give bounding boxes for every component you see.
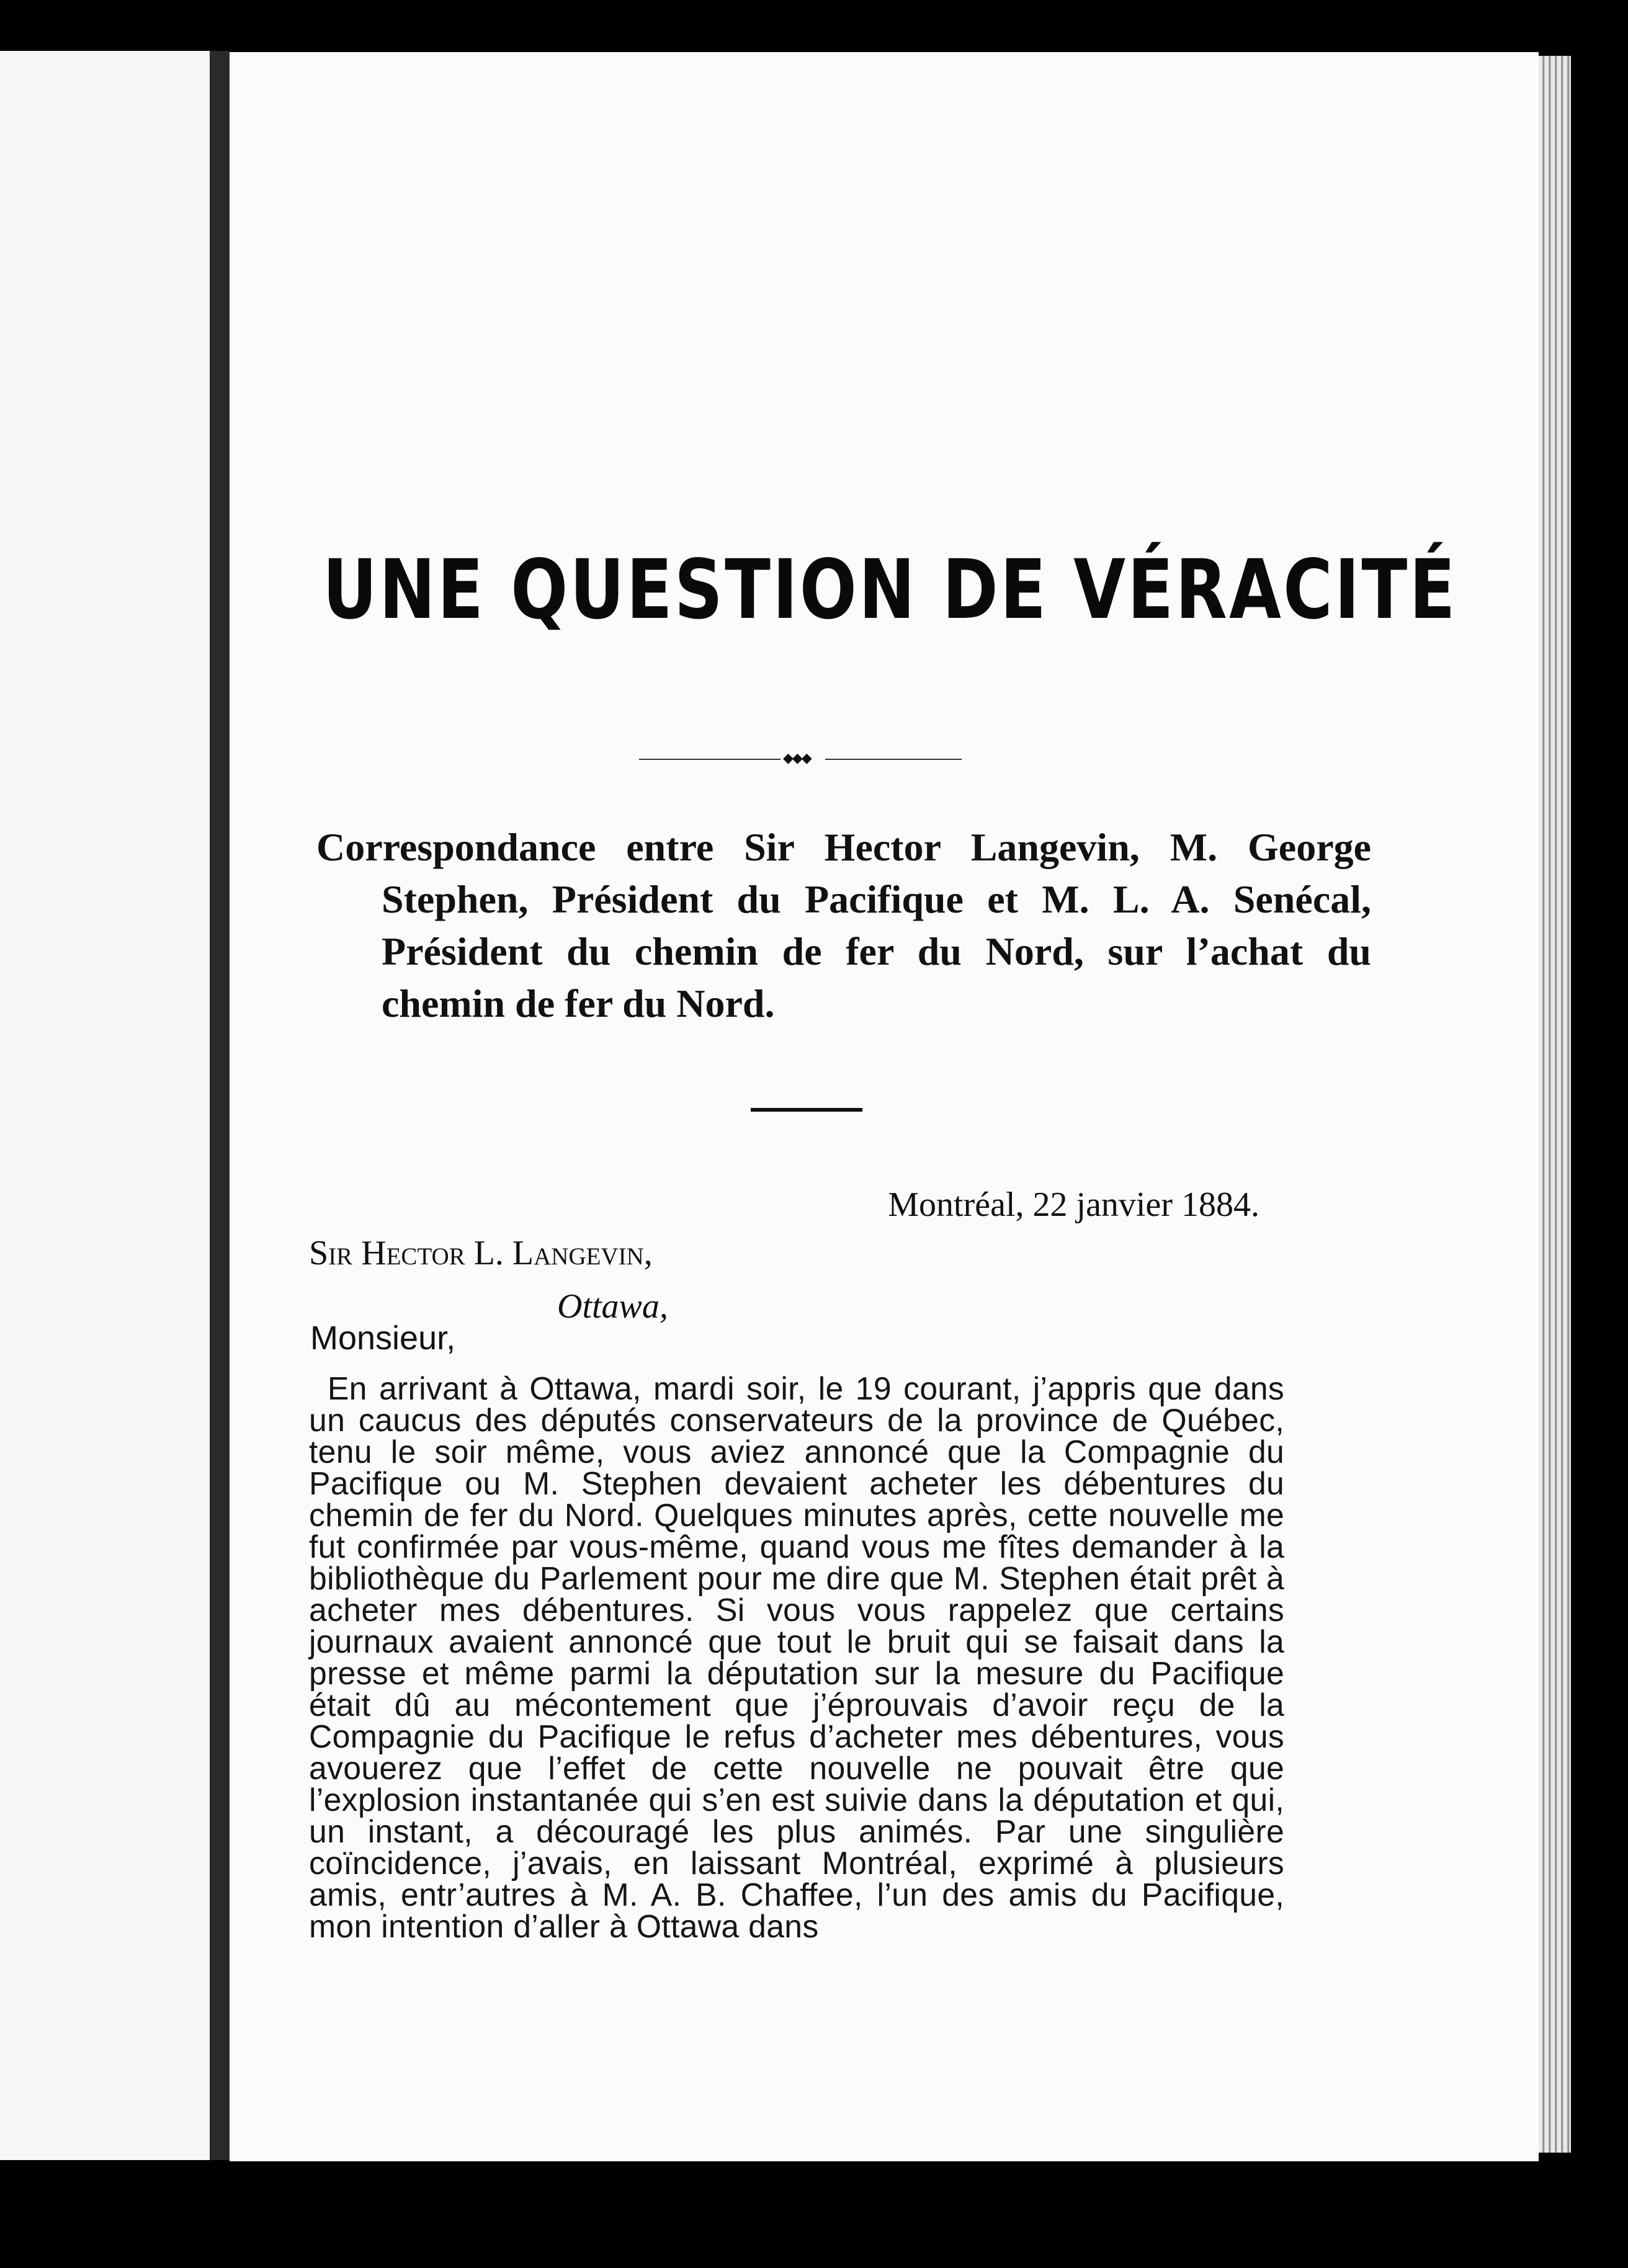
facing-page <box>0 51 210 2160</box>
document-subtitle <box>316 821 1371 1030</box>
document-page <box>230 52 1539 2161</box>
ornament-line-left <box>639 759 780 760</box>
title-ornament <box>639 750 962 766</box>
ornament-line-right <box>825 759 962 760</box>
subtitle-text: Correspondance entre Sir Hector Langevin, M. George Stephen, Président du Pacifique et M. L. A. Senécal, Président du chemin de fer du Nord, sur l’achat du chemin de fer du Nord. <box>316 825 1371 1025</box>
letter-date: Montréal, 22 janvier 1884. <box>888 1185 1259 1224</box>
letter-body: En arrivant à Ottawa, mardi soir, le 19 courant, j’appris que dans un caucus des députés conservateurs de la province de Québec, tenu le soir même, vous aviez annoncé que la Compagnie du Pacifique ou M. Stephen devaient acheter les débentures du chemin de fer du Nord. Quelques minutes après, cette nouvelle me fut confirmée par vous-même, quand vous me fîtes demander à la bibliothèque du Parlement pour me dire que M. Stephen était prêt à acheter mes débentures. Si vous vous rappelez que certains journaux avaient annoncé que tout le bruit qui se faisait dans la presse et même parmi la députation sur la mesure du Pacifique était dû au mécontement que j’éprouvais d’avoir reçu de la Compagnie du Pacifique le refus d’acheter mes débentures, vous avouerez que l’effet de cette nouvelle ne pouvait être que l’explosion instantanée qui s’en est suivie dans la députation et qui, un instant, a découragé les plus animés. Par une singulière coïncidence, j’avais, en laissant Montréal, exprimé à plusieurs amis, entr’autres à M. A. B. Chaffee, l’un des amis du Pacifique, mon intention d’aller à Ottawa dans <box>309 1371 1285 1945</box>
letter-salutation: Monsieur, <box>310 1319 456 1357</box>
recipient-city: Ottawa, <box>557 1287 668 1326</box>
recipient-name: Sir Hector L. Langevin, <box>309 1234 653 1272</box>
section-rule <box>751 1108 862 1112</box>
letter-recipient <box>309 1233 653 1273</box>
page-stack-edge <box>1539 56 1571 2153</box>
book-gutter <box>210 51 230 2160</box>
ornament-diamonds-icon: ◆◆◆ <box>783 750 811 766</box>
document-title: UNE QUESTION DE VÉRACITÉ <box>323 542 1457 638</box>
